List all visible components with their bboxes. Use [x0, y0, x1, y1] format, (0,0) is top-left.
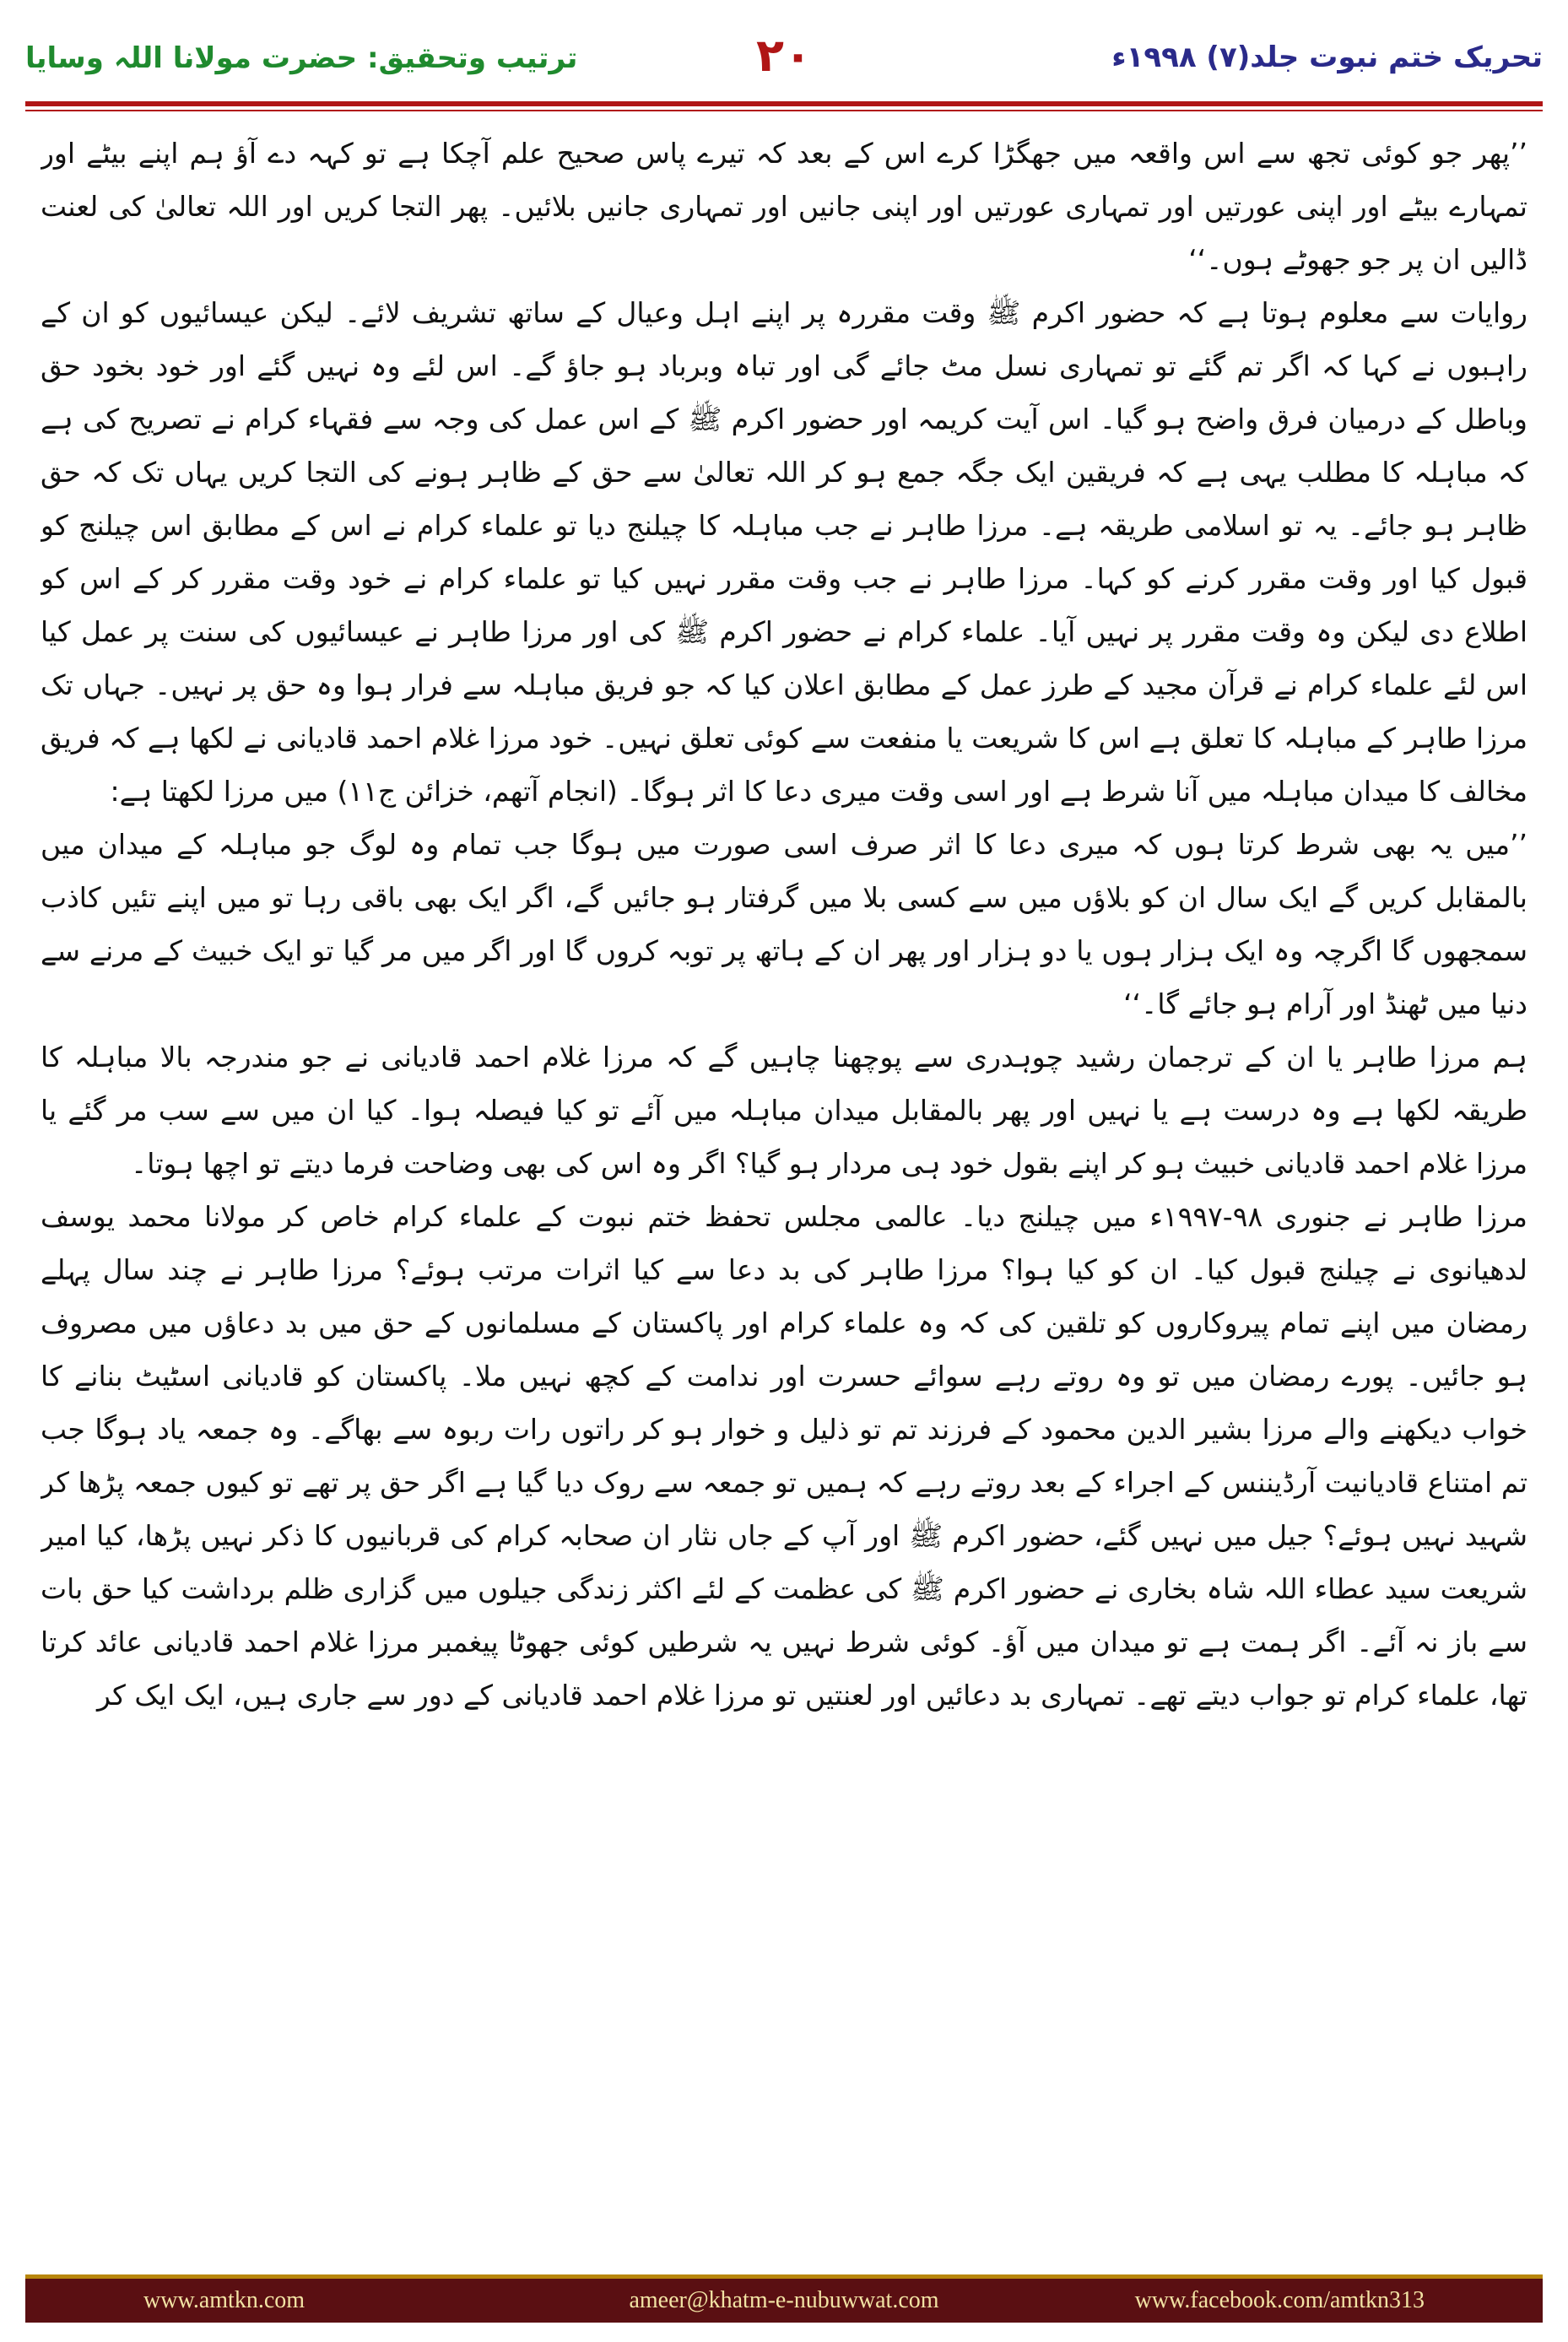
page-footer — [25, 2274, 1543, 2323]
mirza-quote: ’’میں یہ بھی شرط کرتا ہوں کہ میری دعا کا اثر صرف اسی صورت میں ہوگا جب تمام وہ لوگ جو مباہلہ کے میدان میں بالمقابل کریں گے ایک سال ان کو بلاؤں میں سے کسی بلا میں گرفتار ہو جائیں گے، اگر ایک بھی باقی رہا تو میں اپنے تئیں کاذب سمجھوں گا اگرچہ وہ ایک ہزار ہوں یا دو ہزار اور پھر ان کے ہاتھ پر توبہ کروں گا اور اگر میں مر گیا تو ایک خبیث کے مرنے سے دنیا میں ٹھنڈ اور آرام ہو جائے گا۔‘‘ — [41, 828, 1527, 1020]
header-divider — [25, 101, 1543, 106]
page-header — [25, 25, 1543, 98]
body-paragraph: ہم مرزا طاہر یا ان کے ترجمان رشید چوہدری سے پوچھنا چاہیں گے کہ مرزا غلام احمد قادیانی نے جو مندرجہ بالا مباہلہ کا طریقہ لکھا ہے وہ درست ہے یا نہیں اور پھر بالمقابل میدان مباہلہ میں آئے تو کیا فیصلہ ہوا۔ کیا ان میں سے سب مر گئے یا مرزا غلام احمد قادیانی خبیث ہو کر اپنے بقول خود ہی مردار ہو گیا؟ اگر وہ اس کی بھی وضاحت فرما دیتے تو اچھا ہوتا۔ — [41, 1041, 1527, 1180]
page-body — [41, 127, 1527, 2253]
body-paragraph: روایات سے معلوم ہوتا ہے کہ حضور اکرم ﷺ وقت مقررہ پر اپنے اہل وعیال کے ساتھ تشریف لائے۔ لیکن عیسائیوں کو ان کے راہبوں نے کہا کہ اگر تم گئے تو تمہاری نسل مٹ جائے گی اور تباہ وبرباد ہو جاؤ گے۔ اس لئے وہ نہیں گئے اور خود بخود حق وباطل کے درمیان فرق واضح ہو گیا۔ اس آیت کریمہ اور حضور اکرم ﷺ کے اس عمل کی وجہ سے فقہاء کرام نے تصریح کی ہے کہ مباہلہ کا مطلب یہی ہے کہ فریقین ایک جگہ جمع ہو کر اللہ تعالیٰ سے حق کے ظاہر ہونے کی التجا کریں یہاں تک کہ حق ظاہر ہو جائے۔ یہ تو اسلامی طریقہ ہے۔ مرزا طاہر نے جب مباہلہ کا چیلنج دیا تو علماء کرام نے اس کے مطابق اس چیلنج کو قبول کیا اور وقت مقرر کرنے کو کہا۔ مرزا طاہر نے جب وقت مقرر نہیں کیا تو علماء کرام نے خود وقت مقرر کر کے اس کو اطلاع دی لیکن وہ وقت مقرر پر نہیں آیا۔ علماء کرام نے حضور اکرم ﷺ کی اور مرزا طاہر نے عیسائیوں کی سنت پر عمل کیا اس لئے علماء کرام نے قرآن مجید کے طرز عمل کے مطابق اعلان کیا کہ جو فریق مباہلہ سے فرار ہوا وہ حق پر نہیں۔ جہاں تک مرزا طاہر کے مباہلہ کا تعلق ہے اس کا شریعت یا منفعت سے کوئی تعلق نہیں۔ خود مرزا غلام احمد قادیانی نے لکھا ہے کہ فریق مخالف کا میدان مباہلہ میں آنا شرط ہے اور اسی وقت میری دعا کا اثر ہوگا۔ (انجام آتھم، خزائن ج۱۱) میں مرزا لکھتا ہے: — [41, 296, 1527, 808]
compiler-credit: ترتیب وتحقیق: حضرت مولانا اللہ وسایا — [25, 41, 578, 75]
facebook-link[interactable]: www.facebook.com/amtkn313 — [1134, 2287, 1425, 2313]
quran-translation-quote: ’’پھر جو کوئی تجھ سے اس واقعہ میں جھگڑا کرے اس کے بعد کہ تیرے پاس صحیح علم آچکا ہے تو کہہ دے آؤ ہم اپنے بیٹے اور تمہارے بیٹے اور اپنی عورتیں اور تمہاری عورتیں اور اپنی جانیں اور تمہاری جانیں بلائیں۔ پھر التجا کریں اور اللہ تعالیٰ کی لعنت ڈالیں ان پر جو جھوٹے ہوں۔‘‘ — [41, 137, 1527, 276]
page-number: ۲۰ — [756, 29, 812, 82]
email-link[interactable]: ameer@khatm-e-nubuwwat.com — [629, 2287, 939, 2313]
book-title: تحریک ختم نبوت جلد(۷) ۱۹۹۸ء — [1111, 41, 1543, 74]
website-link[interactable]: www.amtkn.com — [143, 2287, 305, 2313]
body-paragraph: مرزا طاہر نے جنوری ۹۸-۱۹۹۷ء میں چیلنج دیا۔ عالمی مجلس تحفظ ختم نبوت کے علماء کرام خاص کر مولانا محمد یوسف لدھیانوی نے چیلنج قبول کیا۔ ان کو کیا ہوا؟ مرزا طاہر کی بد دعا سے کیا اثرات مرتب ہوئے؟ مرزا طاہر نے چند سال پہلے رمضان میں اپنے تمام پیروکاروں کو تلقین کی کہ وہ علماء کرام اور پاکستان کے مسلمانوں کے حق میں بد دعاؤں میں مصروف ہو جائیں۔ پورے رمضان میں تو وہ روتے رہے سوائے حسرت اور ندامت کے کچھ نہیں ملا۔ پاکستان کو قادیانی اسٹیٹ بنانے کا خواب دیکھنے والے مرزا بشیر الدین محمود کے فرزند تم تو ذلیل و خوار ہو کر راتوں رات ربوہ سے بھاگے۔ وہ جمعہ یاد ہوگا جب تم امتناع قادیانیت آرڈیننس کے اجراء کے بعد روتے رہے کہ ہمیں تو جمعہ سے روک دیا گیا ہے اگر حق پر تھے تو کیوں جمعہ پڑھا کر شہید نہیں ہوئے؟ جیل میں نہیں گئے، حضور اکرم ﷺ اور آپ کے جاں نثار ان صحابہ کرام کی قربانیوں کا ذکر نہیں پڑھا، کیا امیر شریعت سید عطاء اللہ شاہ بخاری نے حضور اکرم ﷺ کی عظمت کے لئے اکثر زندگی جیلوں میں گزاری ظلم برداشت کیا حق بات سے باز نہ آئے۔ اگر ہمت ہے تو میدان میں آؤ۔ کوئی شرط نہیں یہ شرطیں کوئی جھوٹا پیغمبر مرزا غلام احمد قادیانی عائد کرتا تھا، علماء کرام تو جواب دیتے تھے۔ تمہاری بد دعائیں اور لعنتیں تو مرزا غلام احمد قادیانی کے دور سے جاری ہیں، ایک ایک کر — [41, 1200, 1527, 1712]
header-divider-thin — [25, 110, 1543, 111]
